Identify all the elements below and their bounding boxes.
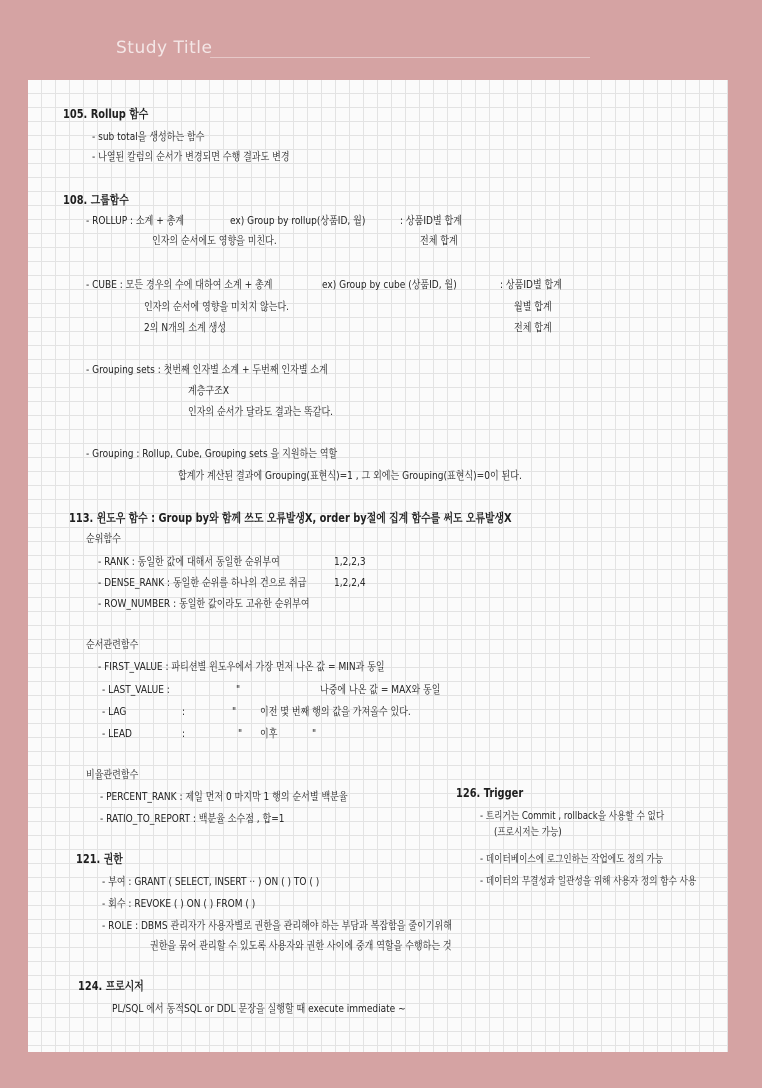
cube-result-2: 월별 합계 <box>514 300 552 313</box>
rollup-example: ex) Group by rollup(상품ID, 월) <box>230 214 366 227</box>
section-126-heading: 126. Trigger <box>456 786 524 800</box>
lag-ditto: " <box>232 705 237 718</box>
row-number-line: - ROW_NUMBER : 동일한 값이라도 고유한 순위부여 <box>98 597 310 610</box>
cube-example: ex) Group by cube (상품ID, 월) <box>322 278 457 291</box>
cube-result-3: 전체 합계 <box>514 321 552 334</box>
first-value-line: - FIRST_VALUE : 파티션별 윈도우에서 가장 먼저 나온 값 = MIN과 동일 <box>98 660 385 673</box>
trigger-line-1: - 트리거는 Commit , rollback을 사용할 수 없다 <box>480 810 665 822</box>
grouping-sets-line-2: 계층구조X <box>188 384 230 397</box>
lag-desc: 이전 몇 번째 행의 값을 가져올수 있다. <box>260 705 411 718</box>
grant-line: - 부여 : GRANT ( SELECT, INSERT ·· ) ON ( ) TO ( ) <box>102 875 320 888</box>
section-124-heading: 124. 프로시저 <box>78 979 144 993</box>
grid-note-sheet <box>28 80 728 1052</box>
lag-colon: : <box>182 705 186 718</box>
section-121-heading: 121. 권한 <box>76 852 123 866</box>
grouping-sets-line-3: 인자의 순서가 달라도 결과는 똑같다. <box>188 405 334 418</box>
trigger-line-2: - 데이터베이스에 로그인하는 작업에도 정의 가능 <box>480 853 664 865</box>
section-105-line-1: - sub total을 생성하는 함수 <box>92 130 205 143</box>
procedure-line: PL/SQL 에서 동적SQL or DDL 문장을 실행할 때 execute immediate ~ <box>112 1002 406 1015</box>
rollup-line-1: - ROLLUP : 소계 + 총계 <box>86 214 185 227</box>
last-value-line: - LAST_VALUE : <box>102 683 170 696</box>
section-105-line-2: - 나열된 칼럼의 순서가 변경되면 수행 결과도 변경 <box>92 150 290 163</box>
cube-result-1: : 상품ID별 합계 <box>500 278 562 291</box>
cube-line-2: 인자의 순서에 영향을 미치지 않는다. <box>144 300 290 313</box>
rank-functions-title: 순위함수 <box>86 532 121 545</box>
ratio-functions-title: 비율관련함수 <box>86 768 139 781</box>
rollup-result-2: 전체 합계 <box>420 234 458 247</box>
cube-line-3: 2의 N개의 소계 생성 <box>144 321 227 334</box>
role-line-2: 권한을 묶어 관리할 수 있도록 사용자와 권한 사이에 중개 역할을 수행하는 것 <box>150 939 452 952</box>
grouping-sets-line-1: - Grouping sets : 첫번째 인자별 소계 + 두번째 인자별 소계 <box>86 363 328 376</box>
role-line-1: - ROLE : DBMS 관리자가 사용자별로 권한을 관리해야 하는 부담과 복잡함을 줄이기위해 <box>102 919 452 932</box>
last-value-ditto: " <box>236 683 241 696</box>
section-108-heading: 108. 그룹함수 <box>63 193 129 207</box>
cube-line-1: - CUBE : 모든 경우의 수에 대하여 소계 + 총계 <box>86 278 273 291</box>
section-105-heading: 105. Rollup 함수 <box>63 107 149 121</box>
lead-ditto-2: " <box>312 727 317 740</box>
rollup-result-1: : 상품ID별 합계 <box>400 214 462 227</box>
lead-word: 이후 <box>260 727 278 740</box>
trigger-line-1b: (프로시저는 가능) <box>494 826 562 838</box>
section-113-heading: 113. 윈도우 함수 : Group by와 함께 쓰도 오류발생X, order by절에 집계 함수를 써도 오류발생X <box>69 511 512 525</box>
rank-example: 1,2,2,3 <box>334 555 366 568</box>
trigger-line-3: - 데이터의 무결성과 일관성을 위해 사용자 정의 함수 사용 <box>480 875 697 887</box>
revoke-line: - 회수 : REVOKE ( ) ON ( ) FROM ( ) <box>102 897 256 910</box>
last-value-desc: 나중에 나온 값 = MAX와 동일 <box>320 683 441 696</box>
dense-rank-line: - DENSE_RANK : 동일한 순위를 하나의 건으로 취급 <box>98 576 307 589</box>
percent-rank-line: - PERCENT_RANK : 제일 먼저 0 마지막 1 행의 순서별 백분율 <box>100 790 348 803</box>
lead-ditto: " <box>238 727 243 740</box>
study-title: Study Title <box>116 38 213 58</box>
grouping-line-2: 합계가 계산된 결과에 Grouping(표현식)=1 , 그 외에는 Grouping(표현식)=0이 된다. <box>178 469 522 482</box>
rollup-line-2: 인자의 순서에도 영향을 미친다. <box>152 234 277 247</box>
lead-line: - LEAD <box>102 727 132 740</box>
lag-line: - LAG <box>102 705 127 718</box>
rank-line: - RANK : 동일한 값에 대해서 동일한 순위부여 <box>98 555 280 568</box>
order-functions-title: 순서관련함수 <box>86 638 139 651</box>
ratio-to-report-line: - RATIO_TO_REPORT : 백분율 소수점 , 합=1 <box>100 812 285 825</box>
dense-rank-example: 1,2,2,4 <box>334 576 366 589</box>
grouping-line-1: - Grouping : Rollup, Cube, Grouping sets 을 지원하는 역할 <box>86 447 338 460</box>
lead-colon: : <box>182 727 186 740</box>
title-underline <box>210 57 590 58</box>
